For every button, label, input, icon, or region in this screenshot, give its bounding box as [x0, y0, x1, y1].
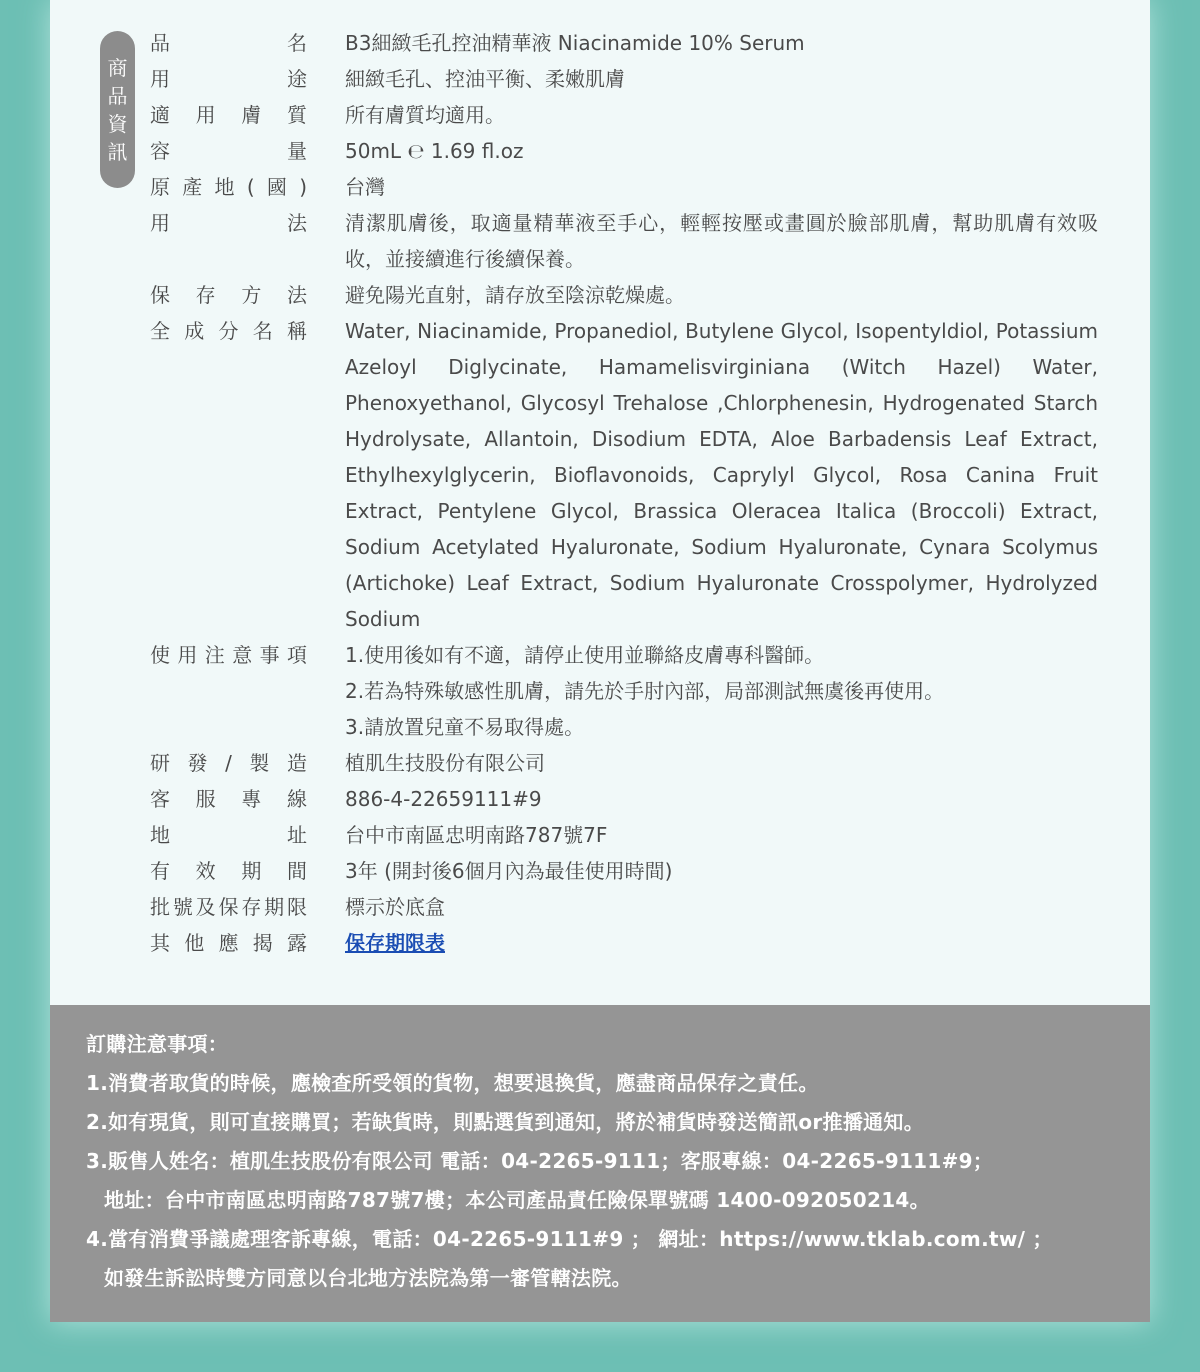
notice-line: 3.販售人姓名：植肌生技股份有限公司 電話：04-2265-9111；客服專線：04-2265-9111#9； — [86, 1149, 994, 1173]
product-info-section — [50, 0, 1150, 1005]
spec-value: Water, Niacinamide, Propanediol, Butylene Glycol, Isopentyldiol, Potassium Azeloyl Diglycinate, Hamamelisvirginiana (Witch Hazel) Water, Phenoxyethanol, Glycosyl Trehalose ,Chlorphenesin, Hydrogenated Starch Hydrolysate, Allantoin, Disodium EDTA, Aloe Barbadensis Leaf Extract, Ethylhexylglycerin, Bioflavonoids, Caprylyl Glycol, Rosa Canina Fruit Extract, Pentylene Glycol, Brassica Oleracea Italica (Broccoli) Extract, Sodium Acetylated Hyaluronate, Sodium Hyaluronate, Cynara Scolymus (Artichoke) Leaf Extract, Sodium Hyaluronate Crosspolymer, Hydrolyzed Sodium — [345, 319, 1098, 631]
spec-value: 台灣 — [345, 175, 385, 199]
spec-label: 原產地(國) — [150, 175, 307, 199]
tab-char: 品 — [107, 83, 128, 108]
spec-row-name — [150, 25, 1110, 61]
spec-value: 3.請放置兒童不易取得處。 — [345, 715, 585, 739]
shelf-life-table-link[interactable]: 保存期限表 — [345, 931, 445, 955]
spec-value: 標示於底盒 — [345, 895, 445, 919]
spec-value: 886-4-22659111#9 — [345, 787, 542, 811]
spec-value: 避免陽光直射，請存放至陰涼乾燥處。 — [345, 283, 685, 307]
tab-char: 資 — [107, 111, 128, 136]
spec-value: 細緻毛孔、控油平衡、柔嫩肌膚 — [345, 67, 625, 91]
spec-label: 用法 — [150, 211, 307, 235]
spec-label: 適用膚質 — [150, 103, 307, 127]
notice-line: 1.消費者取貨的時候，應檢查所受領的貨物，想要退換貨，應盡商品保存之責任。 — [86, 1071, 819, 1095]
spec-row-storage — [150, 277, 1110, 313]
spec-value: 2.若為特殊敏感性肌膚，請先於手肘內部，局部測試無虞後再使用。 — [345, 679, 945, 703]
spec-value: B3細緻毛孔控油精華液 Niacinamide 10% Serum — [345, 31, 805, 55]
spec-row-volume — [150, 133, 1110, 169]
spec-label: 容量 — [150, 139, 307, 163]
spec-table — [150, 25, 1110, 961]
spec-row-ingredients — [150, 313, 1110, 637]
spec-row-skin-type — [150, 97, 1110, 133]
spec-label: 用途 — [150, 67, 307, 91]
spec-label: 地址 — [150, 823, 307, 847]
spec-value: 3年 (開封後6個月內為最佳使用時間) — [345, 859, 673, 883]
spec-label: 其他應揭露 — [150, 931, 307, 955]
spec-row-precautions-3 — [150, 709, 1110, 745]
notice-title: 訂購注意事項： — [86, 1032, 229, 1056]
spec-label: 有效期間 — [150, 859, 307, 883]
spec-label: 保存方法 — [150, 283, 307, 307]
spec-label: 全成分名稱 — [150, 319, 307, 343]
spec-label: 客服專線 — [150, 787, 307, 811]
spec-row-manufacturer — [150, 745, 1110, 781]
product-card — [50, 0, 1150, 1322]
spec-value: 清潔肌膚後，取適量精華液至手心，輕輕按壓或畫圓於臉部肌膚，幫助肌膚有效吸收，並接續進行後續保養。 — [345, 211, 1098, 271]
spec-row-usage — [150, 205, 1110, 277]
spec-value: 台中市南區忠明南路787號7F — [345, 823, 608, 847]
spec-label: 品名 — [150, 31, 307, 55]
spec-row-other — [150, 925, 1110, 961]
notice-line: 4.當有消費爭議處理客訴專線，電話：04-2265-9111#9 ； 網址：https://www.tklab.com.tw/ ； — [86, 1227, 1053, 1251]
spec-row-precautions — [150, 637, 1110, 673]
spec-row-hotline — [150, 781, 1110, 817]
spec-label — [150, 673, 307, 709]
spec-row-precautions-2 — [150, 673, 1110, 709]
product-info-tab — [100, 31, 135, 188]
tab-char: 訊 — [107, 139, 128, 164]
spec-label: 研發/製造 — [150, 751, 307, 775]
spec-value: 植肌生技股份有限公司 — [345, 751, 545, 775]
spec-row-shelf-life — [150, 853, 1110, 889]
spec-value — [345, 925, 1098, 961]
spec-label: 批號及保存期限 — [150, 895, 307, 919]
spec-row-batch — [150, 889, 1110, 925]
spec-label — [150, 709, 307, 745]
spec-row-origin — [150, 169, 1110, 205]
spec-value: 1.使用後如有不適，請停止使用並聯絡皮膚專科醫師。 — [345, 643, 825, 667]
spec-row-address — [150, 817, 1110, 853]
spec-row-use — [150, 61, 1110, 97]
notice-line: 地址：台中市南區忠明南路787號7樓；本公司產品責任險保單號碼 1400-092050214。 — [104, 1188, 930, 1212]
spec-value: 50mL ℮ 1.69 fl.oz — [345, 139, 524, 163]
order-notice-section — [50, 1005, 1150, 1322]
spec-value: 所有膚質均適用。 — [345, 103, 505, 127]
notice-line: 2.如有現貨，則可直接購買；若缺貨時，則點選貨到通知，將於補貨時發送簡訊or推播通知。 — [86, 1110, 925, 1134]
tab-char: 商 — [107, 55, 128, 80]
spec-label: 使用注意事項 — [150, 643, 307, 667]
notice-line: 如發生訴訟時雙方同意以台北地方法院為第一審管轄法院。 — [104, 1266, 632, 1290]
